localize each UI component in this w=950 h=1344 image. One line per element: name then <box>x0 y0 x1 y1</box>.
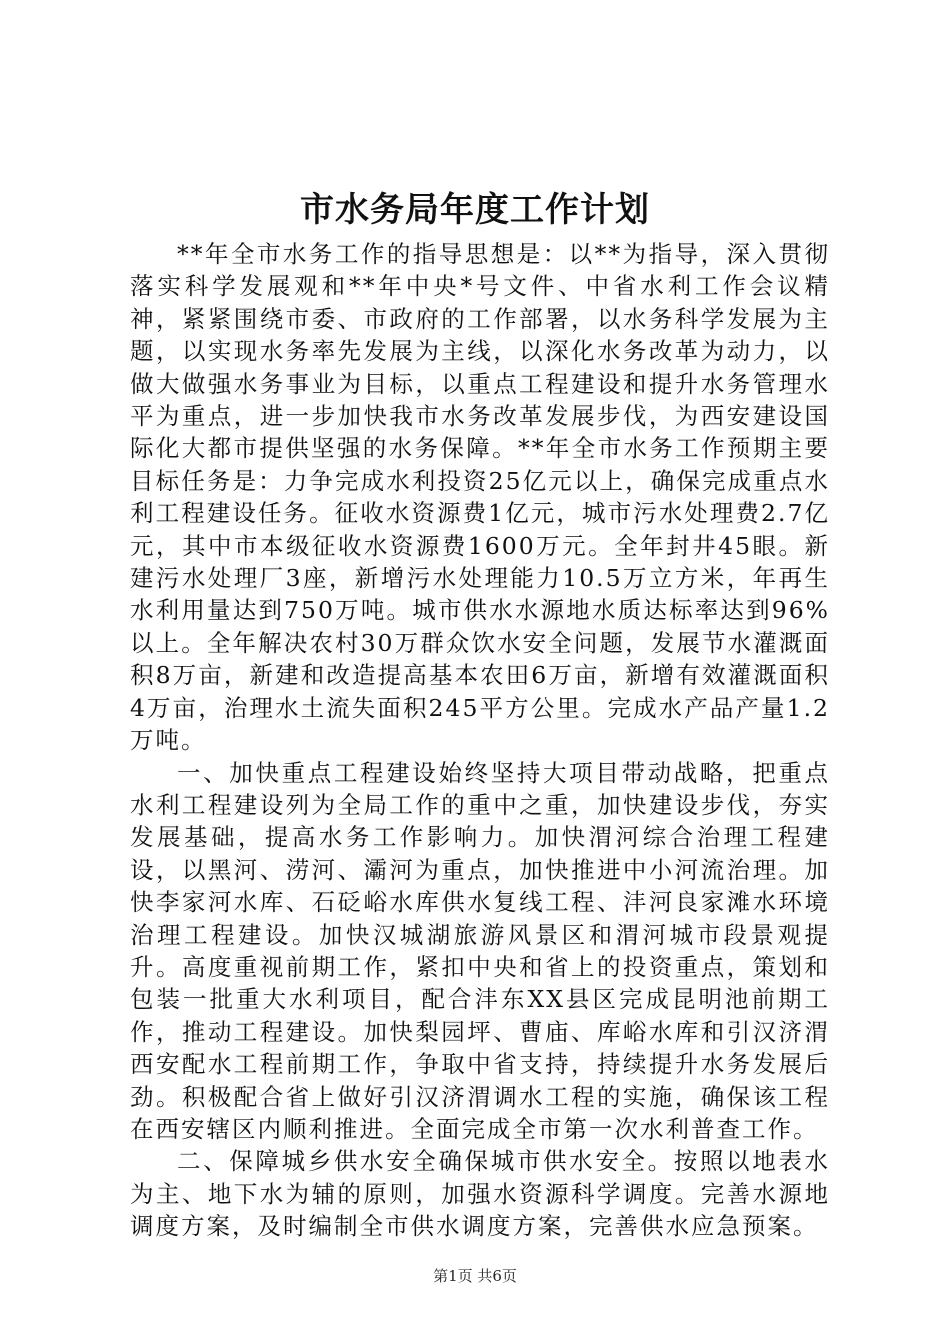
page-number-footer: 第1页 共6页 <box>433 1267 517 1285</box>
paragraph-guiding-ideology: **年全市水务工作的指导思想是：以**为指导，深入贯彻落实科学发展观和**年中央*号文件、中省水利工作会议精神，紧紧围绕市委、市政府的工作部署，以水务科学发展为主题，以实现水务率先发展为主线，以深化水务改革为动力，以做大做强水务事业为目标，以重点工程建设和提升水务管理水平为重点，进一步加快我市水务改革发展步伐，为西安建设国际化大都市提供坚强的水务保障。**年全市水务工作预期主要目标任务是：力争完成水利投资25亿元以上，确保完成重点水利工程建设任务。征收水资源费1亿元，城市污水处理费2.7亿元，其中市本级征收水资源费1600万元。全年封井45眼。新建污水处理厂3座，新增污水处理能力10.5万立方米，年再生水利用量达到750万吨。城市供水水源地水质达标率达到96%以上。全年解决农村30万群众饮水安全问题，发展节水灌溉面积8万亩，新建和改造提高基本农田6万亩，新增有效灌溉面积4万亩，治理水土流失面积245平方公里。完成水产品产量1.2万吨。 <box>130 240 830 755</box>
document-title: 市水务局年度工作计划 <box>300 190 650 230</box>
paragraph-water-supply: 二、保障城乡供水安全确保城市供水安全。按照以地表水为主、地下水为辅的原则，加强水资源科学调度。完善水源地调度方案，及时编制全市供水调度方案，完善供水应急预案。 <box>130 1147 830 1241</box>
document-body <box>130 238 830 1243</box>
paragraph-key-projects: 一、加快重点工程建设始终坚持大项目带动战略，把重点水利工程建设列为全局工作的重中之重，加快建设步伐，夯实发展基础，提高水务工作影响力。加快渭河综合治理工程建设，以黑河、涝河、灞河为重点，加快推进中小河流治理。加快李家河水库、石砭峪水库供水复线工程、沣河良家滩水环境治理工程建设。加快汉城湖旅游风景区和渭河城市段景观提升。高度重视前期工作，紧扣中央和省上的投资重点，策划和包装一批重大水利项目，配合沣东XX县区完成昆明池前期工作，推动工程建设。加快梨园坪、曹庙、库峪水库和引汉济渭西安配水工程前期工作，争取中省支持，持续提升水务发展后劲。积极配合省上做好引汉济渭调水工程的实施，确保该工程在西安辖区内顺利推进。全面完成全市第一次水利普查工作。 <box>130 758 830 1143</box>
